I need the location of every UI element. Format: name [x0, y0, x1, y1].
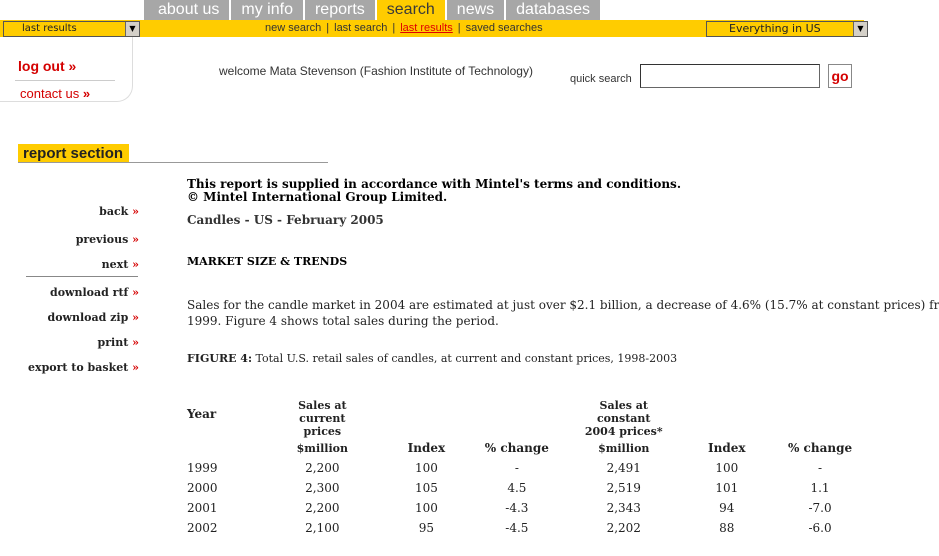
report-section-heading: report section	[18, 144, 129, 163]
nav-divider	[26, 276, 138, 277]
table-cell: 1999	[187, 461, 218, 475]
tab-databases[interactable]: databases	[506, 0, 602, 20]
sales-table	[187, 390, 864, 538]
table-cell: -4.3	[505, 501, 529, 515]
nav-next-label: next	[101, 258, 129, 271]
go-button[interactable]: go	[828, 64, 852, 88]
arrow-right-icon: »	[132, 258, 139, 271]
table-cell: 101	[715, 481, 739, 495]
nav-download-rtf-label: download rtf	[50, 286, 129, 299]
nav-download-rtf[interactable]	[50, 286, 139, 299]
nav-download-zip-label: download zip	[47, 311, 129, 324]
table-cell: 2,300	[305, 481, 340, 495]
nav-previous-label: previous	[75, 233, 129, 246]
nav-back-label: back	[99, 205, 129, 218]
table-cell: -7.0	[808, 501, 832, 515]
figure-caption-text: Total U.S. retail sales of candles, at current and constant prices, 1998-2003	[252, 352, 678, 365]
table-cell: 100	[715, 461, 739, 475]
table-cell: 100	[414, 501, 438, 515]
nav-export-label: export to basket	[28, 361, 129, 374]
tab-my-info[interactable]: my info	[231, 0, 305, 20]
table-cell: -	[514, 461, 519, 475]
table-cell: 2,200	[305, 501, 340, 515]
table-cell: 2,343	[606, 501, 641, 515]
table-row	[187, 458, 864, 478]
arrow-right-icon: »	[132, 205, 139, 218]
nav-next[interactable]	[102, 258, 139, 271]
table-subheader-row	[187, 438, 864, 458]
table-cell: -4.5	[505, 521, 529, 535]
header-constant-prices-text: Sales at constant 2004 prices*	[584, 399, 663, 438]
subheader-cell: Index	[708, 441, 746, 455]
table-cell: 2,100	[305, 521, 340, 535]
figure-label: FIGURE 4:	[187, 352, 253, 365]
subnav-saved-searches[interactable]: saved searches	[465, 22, 543, 34]
subheader-cell: $million	[598, 441, 650, 455]
table-cell: 2,519	[606, 481, 641, 495]
contact-label: contact us	[20, 86, 80, 101]
quick-search-input[interactable]	[640, 64, 820, 88]
tab-news[interactable]: news	[447, 0, 506, 20]
figure-caption	[187, 352, 677, 365]
subheader-cell: Index	[407, 441, 446, 455]
chevron-down-icon[interactable]: ▼	[125, 22, 139, 36]
subheader-cell: $million	[296, 441, 348, 455]
table-cell: 88	[719, 521, 735, 535]
scope-select-value: Everything in US	[729, 22, 821, 35]
tab-reports[interactable]: reports	[305, 0, 377, 20]
report-subtitle: Candles - US - February 2005	[187, 213, 384, 227]
terms-line: This report is supplied in accordance with Mintel's terms and conditions.	[187, 177, 681, 191]
results-select[interactable]	[3, 21, 140, 37]
tab-search[interactable]: search	[377, 0, 447, 20]
report-section-rule	[18, 162, 328, 163]
paragraph-line: Sales for the candle market in 2004 are estimated at just over $2.1 billion, a decrease of 4.6% (15.7% at constant prices) fr	[187, 298, 939, 312]
nav-back[interactable]	[99, 205, 139, 218]
account-divider	[15, 80, 115, 81]
arrow-right-icon: »	[132, 286, 139, 299]
table-cell: 2000	[187, 481, 218, 495]
subheader-cell: % change	[787, 441, 853, 455]
chevron-down-icon[interactable]: ▼	[853, 22, 867, 36]
section-heading: MARKET SIZE & TRENDS	[187, 255, 348, 268]
nav-export-to-basket[interactable]	[28, 361, 139, 374]
arrow-right-icon: »	[132, 361, 139, 374]
table-cell: 2,200	[305, 461, 340, 475]
table-cell: 2,491	[606, 461, 641, 475]
table-row	[187, 478, 864, 498]
arrow-right-icon: »	[68, 58, 77, 74]
paragraph-line: 1999. Figure 4 shows total sales during the period.	[187, 314, 499, 328]
search-subnav: new search | last search | last results | saved searches	[265, 22, 543, 34]
subnav-last-search[interactable]: last search	[334, 22, 388, 34]
terms-notice	[187, 178, 681, 204]
table-cell: 105	[414, 481, 438, 495]
arrow-right-icon: »	[132, 233, 139, 246]
nav-print[interactable]	[98, 336, 139, 349]
copyright-line: © Mintel International Group Limited.	[187, 190, 448, 204]
logout-link[interactable]	[18, 58, 76, 74]
table-cell: 94	[719, 501, 735, 515]
header-current-prices	[256, 390, 389, 438]
table-row	[187, 518, 864, 538]
quick-search-label: quick search	[570, 73, 632, 85]
logout-label: log out	[18, 58, 65, 74]
welcome-message: welcome Mata Stevenson (Fashion Institute of Technology)	[219, 64, 533, 78]
header-year: Year	[187, 407, 217, 421]
arrow-right-icon: »	[82, 86, 91, 101]
table-cell: 95	[418, 521, 435, 535]
table-cell: 1.1	[810, 481, 830, 495]
tab-about-us[interactable]: about us	[144, 0, 231, 20]
subnav-last-results[interactable]: last results	[400, 22, 453, 34]
table-cell: -	[818, 461, 823, 475]
table-header-row	[187, 390, 864, 438]
table-cell: 2,202	[606, 521, 641, 535]
results-select-value: last results	[22, 23, 77, 34]
table-row	[187, 498, 864, 518]
table-cell: 100	[414, 461, 438, 475]
header-current-prices-text: Sales at current prices	[298, 399, 347, 438]
table-cell: 4.5	[507, 481, 527, 495]
arrow-right-icon: »	[132, 311, 139, 324]
arrow-right-icon: »	[132, 336, 139, 349]
contact-link[interactable]	[20, 86, 90, 101]
nav-print-label: print	[97, 336, 129, 349]
main-tabs	[144, 0, 602, 20]
header-constant-prices	[570, 390, 678, 438]
nav-previous[interactable]	[76, 233, 139, 246]
subnav-new-search[interactable]: new search	[265, 22, 322, 34]
report-paragraph	[187, 297, 939, 329]
table-cell: 2002	[187, 521, 218, 535]
nav-download-zip[interactable]	[48, 311, 140, 324]
table-cell: -6.0	[808, 521, 832, 535]
scope-select[interactable]	[706, 21, 868, 37]
subheader-cell: % change	[484, 441, 549, 455]
table-cell: 2001	[187, 501, 218, 515]
